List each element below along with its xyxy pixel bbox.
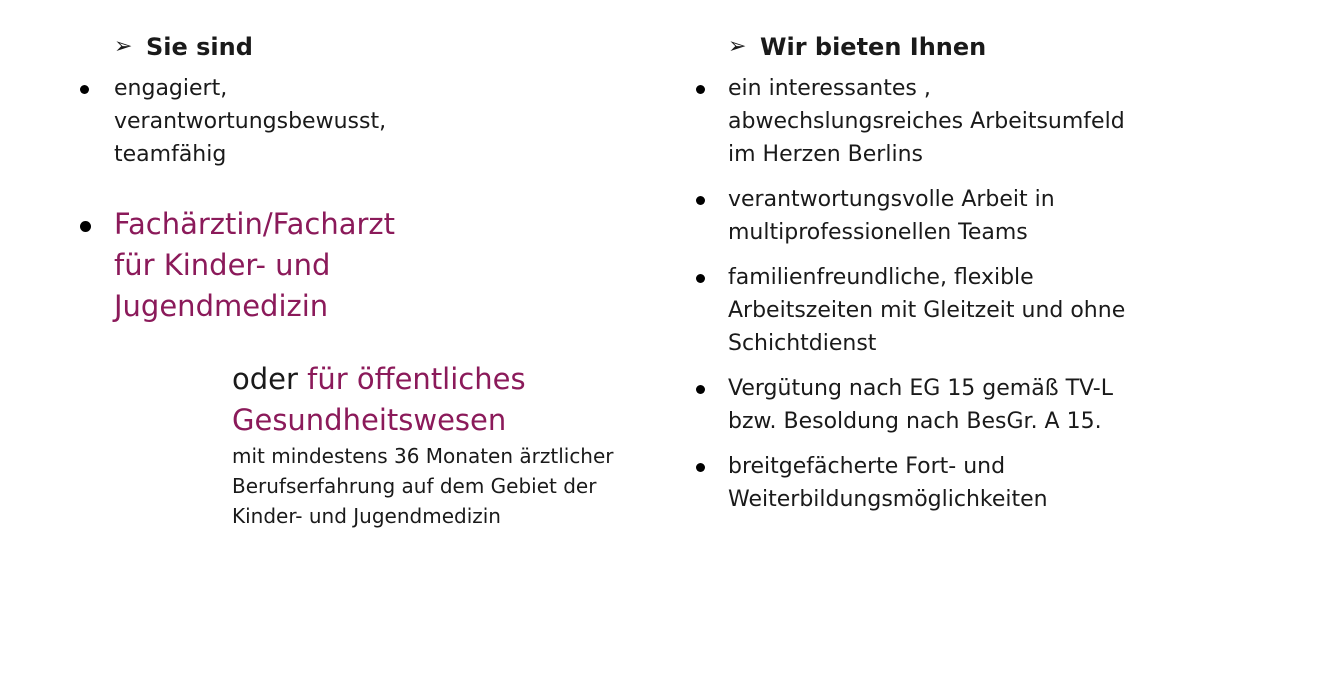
experience-description: mit mindestens 36 Monaten ärztlicher Berufserfahrung auf dem Gebiet der Kinder- und Jugendmedizin [232,444,614,528]
section-heading-wir-bieten [728,22,1328,72]
list-item-text: Vergütung nach EG 15 gemäß TV-L bzw. Besoldung nach BesGr. A 15. [728,376,1113,434]
requirements-list [114,72,674,327]
heading-label: Wir bieten Ihnen [760,33,987,61]
list-item [728,372,1328,438]
list-item-text: breitgefächerte Fort- und Weiterbildungsmöglichkeiten [728,454,1048,512]
alternative-qualification-text: für öffentliches Gesundheitswesen [232,362,526,437]
list-item [728,183,1328,249]
round-bullet-icon [696,274,705,283]
highlight-text: Fachärztin/Facharzt für Kinder- und Jugendmedizin [114,207,396,323]
oder-word: oder [232,362,298,396]
round-bullet-icon [80,221,91,232]
round-bullet-icon [80,85,89,94]
heading-label: Sie sind [146,33,253,61]
list-item-text: verantwortungsvolle Arbeit in multiprofessionellen Teams [728,187,1055,245]
arrowhead-bullet-icon: ➢ [728,34,747,59]
list-item [728,261,1328,360]
round-bullet-icon [696,463,705,472]
list-item [114,72,674,171]
round-bullet-icon [696,85,705,94]
alternative-qualification [232,359,632,441]
list-item [728,450,1328,516]
round-bullet-icon [696,385,705,394]
list-item-text: engagiert, verantwortungsbewusst, teamfähig [114,76,387,167]
left-column [114,22,674,531]
list-item-highlight [114,204,674,327]
round-bullet-icon [696,196,705,205]
list-item-text: ein interessantes , abwechslungsreiches Arbeitsumfeld im Herzen Berlins [728,76,1125,167]
list-item [728,72,1328,171]
arrowhead-bullet-icon: ➢ [114,34,133,59]
benefits-list [728,72,1328,516]
list-item-text: familienfreundliche, flexible Arbeitszeiten mit Gleitzeit und ohne Schichtdienst [728,265,1126,356]
right-column [728,22,1328,528]
section-heading-sie-sind [114,22,674,72]
